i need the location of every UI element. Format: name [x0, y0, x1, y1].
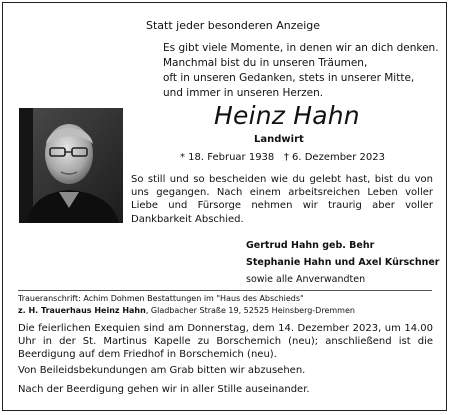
poem-line: und immer in unseren Herzen. — [163, 87, 324, 99]
mourner-name: Stephanie Hahn und Axel Kürschner — [246, 257, 440, 268]
obituary-paragraph: So still und so bescheiden wie du gelebt hast, bist du von uns gegangen. Nach einem arbeitsreichen Leben voller Liebe und Fürsorge nehmen wir traurig aber voller Dankbarkeit Abschied. — [131, 174, 433, 225]
funeral-info-text: Die feierlichen Exequien sind am Donnerstag, dem 14. Dezember 2023, um 14.00 Uhr in der St. Martinus Kapelle zu Borschemich (neu); anschließend ist die Beerdigung auf dem Friedhof in Borschemich (neu). — [18, 323, 433, 361]
address-recipient: z. H. Trauerhaus Heinz Hahn — [18, 305, 146, 315]
portrait-photo — [19, 108, 123, 223]
address-line — [18, 305, 355, 317]
funeral-info — [18, 322, 433, 362]
poem-line: Manchmal bist du in unseren Träumen, — [163, 57, 368, 69]
obituary-text — [131, 173, 433, 226]
divider — [18, 290, 432, 291]
portrait-image — [19, 108, 123, 223]
mourners-list — [246, 237, 439, 288]
notice-heading: Statt jeder besonderen Anzeige — [146, 19, 321, 32]
poem-line: oft in unseren Gedanken, stets in unserer Mitte, — [163, 72, 415, 84]
deceased-occupation: Landwirt — [254, 134, 304, 145]
address-line: Traueranschrift: Achim Dohmen Bestattungen im "Haus des Abschieds" — [18, 294, 304, 303]
deceased-name: Heinz Hahn — [214, 101, 360, 130]
condolence-note: Von Beileidsbekundungen am Grab bitten wir abzusehen. — [18, 365, 306, 376]
poem — [163, 41, 439, 101]
mourning-address — [18, 293, 355, 316]
closing-note: Nach der Beerdigung gehen wir in aller Stille auseinander. — [18, 384, 310, 395]
poem-line: Es gibt viele Momente, in denen wir an dich denken. — [163, 42, 439, 54]
mourner-name: sowie alle Anverwandten — [246, 274, 366, 285]
address-street: , Gladbacher Straße 19, 52525 Heinsberg-Dremmen — [145, 305, 355, 315]
life-dates: * 18. Februar 1938 † 6. Dezember 2023 — [180, 152, 385, 163]
mourner-name: Gertrud Hahn geb. Behr — [246, 240, 375, 251]
